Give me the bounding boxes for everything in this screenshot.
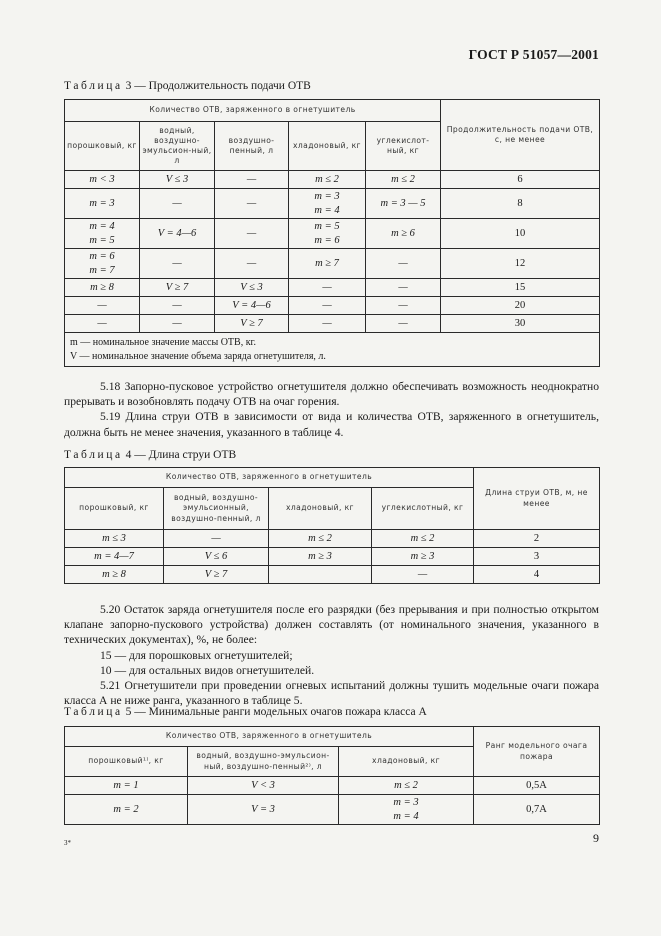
standard-title: ГОСТ Р 51057—2001 [468,47,599,62]
table4-group-header: Количество ОТВ, заряженного в огнетушитель [65,468,474,488]
table3-cell [366,219,441,249]
table4-cell [269,530,372,548]
table3-notes [65,333,600,367]
table3-cell-line: — [246,227,257,239]
table3-cell-line: — [398,299,408,311]
table3-cell-line: m = 4 [89,221,115,233]
table3-cell-line: — [398,257,408,269]
table3-cell [140,219,215,249]
table4-col-header: углекислотный, кг [372,488,474,530]
table4-cell [269,548,372,566]
table3-col-header: порошковый, кг [65,122,140,171]
table3-cell-line: 30 [514,317,526,329]
table3-cell-line: 12 [514,257,526,269]
table3-cell-line: m = 5 [314,221,340,233]
table3-cell [289,171,366,189]
table3-cell-line: m = 6 [314,234,340,246]
table3-cell [289,219,366,249]
table3-cell [441,297,600,315]
table4-cell [164,530,269,548]
table3-cell-line: m ≥ 7 [315,257,339,269]
table3-cell-line: m = 5 [89,234,115,246]
table4-caption-word: Таблица [64,449,123,461]
table3-cell-line: V ≥ 7 [240,317,263,329]
table3-cell [366,297,441,315]
table3-cell [215,219,289,249]
table5-caption-title: 5 — Минимальные ранги модельных очагов пожара класса А [122,706,427,718]
table5-last-header: Ранг модельного очага пожара [474,727,600,777]
table5-row [65,777,600,795]
table4-cell-line: m ≥ 3 [410,550,435,562]
table5-col-header: порошковый¹⁾, кг [65,747,188,777]
table3-col-header: водный, воздушно-эмульсион-ный, л [140,122,215,171]
table3-cell [140,279,215,297]
table3-cell-line: m ≤ 2 [391,173,415,185]
table3-cell [65,219,140,249]
table3-note-mass: m — номинальное значение массы ОТВ, кг. [70,337,257,348]
table3-row [65,249,600,279]
table3-cell [441,219,600,249]
table3-cell [289,189,366,219]
table3-cell [366,189,441,219]
table3-cell-line: 10 [514,227,526,239]
table5-body [65,777,600,825]
table5-caption [64,706,427,718]
table3-cell-line: 6 [517,173,523,185]
table3-cell-line: — [172,257,182,269]
table5-cell-line: m ≤ 2 [394,779,418,791]
table3-cell-line: m = 4 [314,204,340,216]
table5-cell-line: 0,5А [526,779,547,791]
table5-cell [474,777,600,795]
table3-cell [366,315,441,333]
table3-cell [366,279,441,297]
table5-cell-line: V < 3 [251,779,275,791]
table5 [64,726,600,825]
table3-cell-line: m ≤ 2 [315,173,339,185]
table3-cell [65,315,140,333]
table3-cell [140,315,215,333]
table4 [64,467,600,584]
table3-cell-line: — [97,317,107,329]
table3-cell-line: V = 4—6 [232,299,271,311]
table3-cell-line: — [246,257,257,269]
table3-cell-line: m = 3 [89,197,115,209]
table3-cell-line: m ≥ 8 [90,281,114,293]
table3-cell [215,315,289,333]
table3-cell-line: — [322,299,332,311]
table5-cell [339,795,474,825]
page-number: 9 [593,831,599,845]
table3-cell [441,189,600,219]
table3-col-header: углекислот-ный, кг [366,122,441,171]
table3-cell [65,279,140,297]
table4-cell [372,566,474,584]
table3-cell [289,315,366,333]
section-5-20 [64,602,599,708]
table3-cell-line: m < 3 [89,173,115,185]
table5-cell-line: V = 3 [251,803,275,815]
table3-row [65,219,600,249]
paragraph-5-19: 5.19 Длина струи ОТВ в зависимости от вида и количества ОТВ, заряженного в огнетушитель, должна быть не менее значения, указанного в таблице 4. [64,410,599,439]
table4-cell [65,548,164,566]
table4-cell-line: m = 4—7 [94,550,134,562]
table3-note-volume: V — номинальное значение объема заряда огнетушителя, л. [70,350,326,362]
table3-caption-title: 3 — Продолжительность подачи ОТВ [122,80,311,92]
table3-cell-line: — [246,173,257,185]
table3-cell [215,249,289,279]
table4-cell-line: — [211,532,221,544]
table4-col-header: водный, воздушно-эмульсионный, воздушно-пенный, л [164,488,269,530]
table4-cell-line: 3 [533,550,540,562]
table5-caption-word: Таблица [64,706,123,718]
table3-caption [64,80,311,92]
footer-mark: 3* [64,839,71,847]
table4-row [65,548,600,566]
table4-last-header: Длина струи ОТВ, м, не менее [474,468,600,530]
table4-cell [269,566,372,584]
table4-caption [64,449,236,461]
table3-cell-line: — [172,197,182,209]
table4-cell-line: m ≤ 2 [308,532,332,544]
table3-cell [289,297,366,315]
table3-cell [140,249,215,279]
table5-cell [339,777,474,795]
table4-body [65,530,600,584]
paragraph-5-21: 5.21 Огнетушители при проведении огневых испытаний должны тушить модельные очаги пожара класса А не ниже ранга, указанного в таблице 5. [64,679,599,708]
table3-cell [65,171,140,189]
table5-cell [188,795,339,825]
table3-cell [215,297,289,315]
table3-cell-line: 8 [517,197,523,209]
table4-cell-line: 4 [533,568,540,580]
table4-cell-line: m ≤ 3 [102,532,126,544]
table3-caption-word: Таблица [64,80,123,92]
table4-cell [164,566,269,584]
table3-cell-line: m = 6 [89,251,115,263]
table5-group-header: Количество ОТВ, заряженного в огнетушитель [65,727,474,747]
paragraph-5-20-other: 10 — для остальных видов огнетушителей. [100,663,315,677]
table3-cell [215,171,289,189]
table4-cell [474,548,600,566]
table3-cell [441,279,600,297]
table4-cell [164,548,269,566]
paragraph-5-20-powder: 15 — для порошковых огнетушителей; [100,648,293,662]
table3-cell-line: m = 7 [89,264,115,276]
table3-row [65,315,600,333]
table3 [64,99,600,367]
table4-cell [65,530,164,548]
table3-cell [366,171,441,189]
table3-cell-line: — [172,299,182,311]
table4-col-header: хладоновый, кг [269,488,372,530]
paragraph-5-20: 5.20 Остаток заряда огнетушителя после его разрядки (без прерывания и при полностью открытом клапане запорно-пускового устройства) должен составлять (от номинального значения, указанного в технических документах), %, не более: [64,603,599,647]
table5-col-header: водный, воздушно-эмульсион-ный, воздушно-пенный²⁾, л [188,747,339,777]
table3-cell [215,279,289,297]
table4-row [65,566,600,584]
table5-cell-line: m = 3 [393,797,419,809]
section-5-18 [64,379,599,440]
table5-cell-line: m = 1 [113,779,139,791]
table4-cell-line: 2 [533,532,540,544]
table4-col-header: порошковый, кг [65,488,164,530]
table3-cell [366,249,441,279]
table3-cell-line: — [322,281,332,293]
table4-cell-line: — [417,568,428,580]
table3-cell [441,249,600,279]
table4-cell [474,530,600,548]
table3-cell-line: — [398,281,408,293]
table3-row [65,171,600,189]
table3-row [65,297,600,315]
table3-cell-line: — [246,197,257,209]
table3-cell-line: m = 3 — 5 [380,197,426,209]
table3-cell-line: — [97,299,107,311]
table3-cell [65,249,140,279]
table3-cell-line: m = 3 [314,191,340,203]
table3-col-header: хладоновый, кг [289,122,366,171]
table3-group-header: Количество ОТВ, заряженного в огнетушитель [65,100,441,122]
table3-cell-line: — [172,317,182,329]
table5-cell-line: m = 4 [393,810,419,822]
table5-cell [65,777,188,795]
table3-cell-line: — [398,317,408,329]
table4-cell [474,566,600,584]
table3-body [65,171,600,333]
table4-cell-line: m ≤ 2 [410,532,435,544]
paragraph-5-18: 5.18 Запорно-пусковое устройство огнетушителя должно обеспечивать возможность неоднократно прерывать и возобновлять подачу ОТВ на очаг горения. [64,380,599,409]
table3-cell [65,189,140,219]
table3-row [65,189,600,219]
table3-cell [140,189,215,219]
table5-cell-line: 0,7А [526,803,547,815]
table4-cell [372,548,474,566]
table3-cell-line: m ≥ 6 [391,227,415,239]
table5-cell-line: m = 2 [113,803,139,815]
table3-cell [215,189,289,219]
table5-row [65,795,600,825]
table3-cell-line: V ≥ 7 [165,281,189,293]
table5-cell [188,777,339,795]
table4-cell-line: V ≤ 6 [204,550,228,562]
table5-cell [474,795,600,825]
table3-cell-line: V ≤ 3 [240,281,263,293]
table3-cell-line: — [322,317,332,329]
table5-cell [65,795,188,825]
table4-cell-line: m ≥ 8 [102,568,126,580]
table4-cell [65,566,164,584]
table3-last-header: Продолжительность подачи ОТВ, с, не менее [441,100,600,171]
table3-cell [441,315,600,333]
table4-cell-line: m ≥ 3 [308,550,332,562]
table3-cell [289,279,366,297]
table4-caption-title: 4 — Длина струи ОТВ [122,449,237,461]
table3-cell [441,171,600,189]
table3-cell-line: 15 [514,281,526,293]
table3-cell [140,297,215,315]
table3-row [65,279,600,297]
table3-cell-line: V ≤ 3 [165,173,189,185]
table3-cell [289,249,366,279]
table4-cell-line: V ≥ 7 [204,568,228,580]
table5-col-header: хладоновый, кг [339,747,474,777]
table4-cell [372,530,474,548]
table3-col-header: воздушно-пенный, л [215,122,289,171]
table3-cell [140,171,215,189]
table3-cell-line: V = 4—6 [157,227,197,239]
table3-cell [65,297,140,315]
table4-row [65,530,600,548]
table3-cell-line: 20 [514,299,526,311]
